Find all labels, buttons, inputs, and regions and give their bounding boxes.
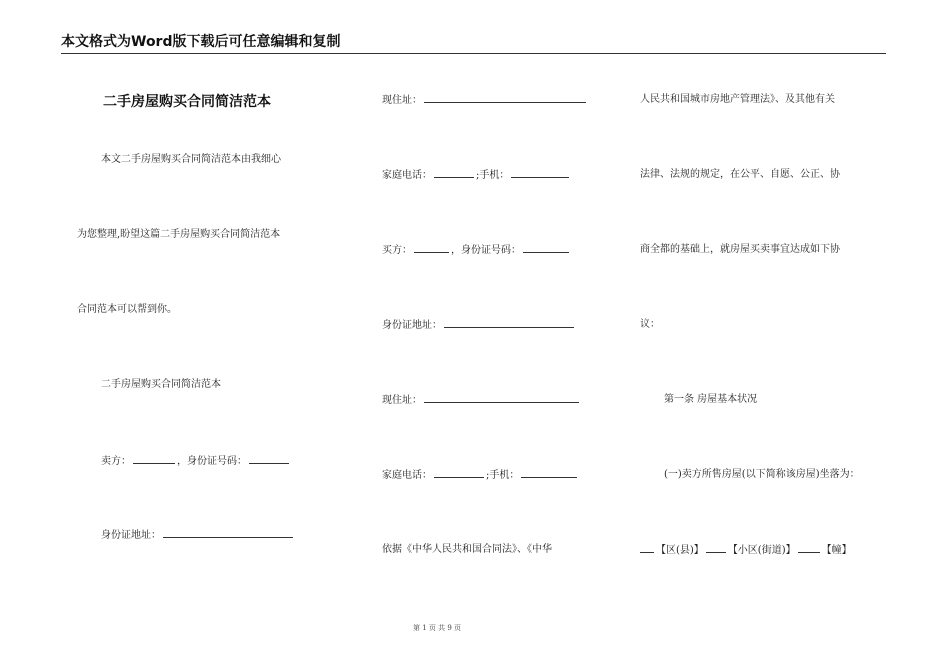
subdistrict-blank [706, 543, 726, 553]
document-header-banner: 本文格式为Word版下载后可任意编辑和复制 [61, 34, 341, 50]
law-basis-line: 依据《中华人民共和国合同法》、《中华 [382, 544, 552, 555]
property-location-line [640, 543, 852, 558]
seller-id-blank [249, 454, 289, 464]
page-footer: 第 1 页 共 9 页 [413, 624, 462, 632]
law-line-2: 法律、法规的规定，在公平、自愿、公正、协 [640, 169, 840, 180]
buyer-id-address-line [382, 318, 576, 333]
buyer-id-address-blank [444, 318, 574, 328]
seller-id-address-blank [163, 528, 293, 538]
buyer-address-blank [424, 393, 579, 403]
district-label: 【区(县)】 [656, 545, 704, 556]
seller-label: 卖方： [101, 456, 131, 467]
seller-name-blank [133, 454, 175, 464]
buyer-label: 买方： [382, 245, 412, 256]
seller-address-line [382, 93, 588, 108]
buyer-address-label: 现住址： [382, 395, 422, 406]
article-1-heading: 第一条 房屋基本状况 [664, 394, 758, 405]
seller-phone-blank [434, 168, 474, 178]
law-line-3: 商全都的基础上，就房屋买卖事宜达成如下协 [640, 244, 840, 255]
intro-line-1: 本文二手房屋购买合同简洁范本由我细心 [101, 154, 281, 165]
subdistrict-label: 【小区(街道)】 [727, 545, 796, 556]
buyer-id-address-label: 身份证地址： [382, 320, 442, 331]
clause-1-line: (一)卖方所售房屋(以下简称该房屋)坐落为： [664, 469, 860, 480]
seller-line [101, 454, 291, 469]
law-line-4: 议： [640, 319, 660, 330]
buyer-phone-line [382, 468, 579, 483]
buyer-name-blank [414, 243, 449, 253]
seller-mobile-label: ;手机： [476, 170, 510, 181]
building-blank [798, 543, 820, 553]
seller-phone-line [382, 168, 571, 183]
document-title: 二手房屋购买合同简洁范本 [103, 94, 271, 110]
intro-line-2: 为您整理,盼望这篇二手房屋购买合同简洁范本 [77, 229, 281, 240]
law-line-1: 人民共和国城市房地产管理法》、及其他有关 [640, 94, 835, 105]
building-label: 【幢】 [821, 545, 852, 556]
header-divider [61, 53, 886, 54]
buyer-line [382, 243, 571, 258]
buyer-mobile-blank [521, 468, 577, 478]
intro-line-3: 合同范本可以帮到你。 [77, 304, 177, 315]
seller-phone-label: 家庭电话： [382, 170, 432, 181]
buyer-id-label: ，身份证号码： [451, 245, 521, 256]
seller-address-blank [424, 93, 586, 103]
seller-mobile-blank [511, 168, 569, 178]
buyer-id-blank [523, 243, 569, 253]
buyer-mobile-label: ;手机： [486, 470, 520, 481]
seller-address-label: 现住址： [382, 95, 422, 106]
buyer-phone-blank [434, 468, 484, 478]
seller-id-address-label: 身份证地址： [101, 530, 161, 541]
buyer-address-line [382, 393, 581, 408]
seller-id-address-line [101, 528, 295, 543]
seller-id-label: ，身份证号码： [177, 456, 247, 467]
section-subtitle: 二手房屋购买合同简洁范本 [101, 379, 221, 390]
buyer-phone-label: 家庭电话： [382, 470, 432, 481]
district-blank [640, 543, 654, 553]
